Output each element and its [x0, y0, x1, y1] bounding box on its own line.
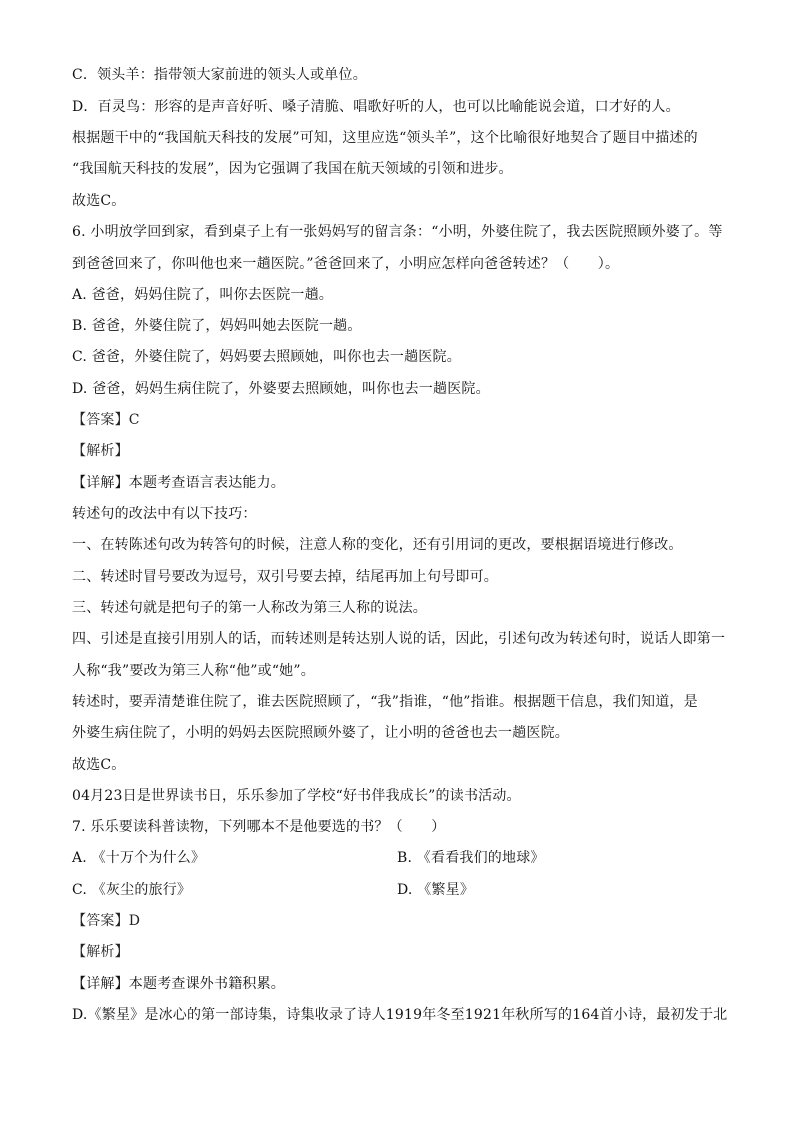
question-6-option-b: B. 爸爸，外婆住院了，妈妈叫她去医院一趟。 — [72, 318, 362, 334]
analysis-label: 【解析】 — [72, 944, 129, 960]
question-6-stem: 到爸爸回来了，你叫他也来一趟医院。”爸爸回来了，小明应怎样向爸爸转述？（ ）。 — [72, 256, 620, 272]
question-7-option-b: B. 《看看我们的地球》 — [397, 850, 545, 866]
explanation-text: 外婆生病住院了，小明的妈妈去医院照顾外婆了，让小明的爸爸也去一趟医院。 — [72, 725, 569, 741]
explanation-text: 转述句的改法中有以下技巧： — [72, 506, 257, 522]
option-c-explanation: C．领头羊：指带领大家前进的领头人或单位。 — [72, 67, 367, 83]
question-7-option-c: C. 《灰尘的旅行》 — [72, 882, 192, 898]
section-intro: 04月23日是世界读书日，乐乐参加了学校“好书伴我成长”的读书活动。 — [72, 788, 521, 804]
answer-choice: 故选C。 — [72, 757, 126, 773]
question-6-option-a: A. 爸爸，妈妈住院了，叫你去医院一趟。 — [72, 287, 334, 303]
explanation-text: D.《繁星》是冰心的第一部诗集，诗集收录了诗人1919年冬至1921年秋所写的164首小诗，最初发于北 — [72, 1007, 728, 1023]
analysis-text: “我国航天科技的发展”，因为它强调了我国在航天领域的引领和进步。 — [72, 161, 513, 177]
explanation-point-1: 一、在转陈述句改为转答句的时候，注意人称的变化，还有引用词的更改，要根据语境进行修改。 — [72, 537, 683, 553]
answer-choice: 故选C。 — [72, 193, 126, 209]
question-7-options-row-1 — [72, 849, 732, 867]
answer-label: 【答案】D — [72, 913, 141, 929]
explanation-point-3: 三、转述句就是把句子的第一人称改为第三人称的说法。 — [72, 600, 427, 616]
question-7-option-d: D. 《繁星》 — [397, 882, 475, 898]
detail-label: 【详解】本题考查课外书籍积累。 — [72, 976, 285, 992]
analysis-text: 根据题干中的“我国航天科技的发展”可知，这里应选“领头羊”，这个比喻很好地契合了题目中描述的 — [72, 130, 698, 146]
analysis-label: 【解析】 — [72, 443, 129, 459]
question-6-option-d: D. 爸爸，妈妈生病住院了，外婆要去照顾她，叫你也去一趟医院。 — [72, 381, 490, 397]
detail-label: 【详解】本题考查语言表达能力。 — [72, 475, 285, 491]
question-7-options-row-2 — [72, 881, 732, 899]
explanation-point-4: 四、引述是直接引用别人的话，而转述则是转达别人说的话，因此，引述句改为转述句时，说话人即第一 — [72, 631, 726, 647]
answer-label: 【答案】C — [72, 412, 140, 428]
question-7-option-a: A. 《十万个为什么》 — [72, 850, 206, 866]
explanation-point-4: 人称“我”要改为第三人称“他”或“她”。 — [72, 663, 315, 679]
question-7-stem: 7. 乐乐要读科普读物，下列哪本不是他要选的书？（ ） — [72, 819, 446, 835]
explanation-text: 转述时，要弄清楚谁住院了，谁去医院照顾了，“我”指谁，“他”指谁。根据题干信息，我们知道，是 — [72, 694, 698, 710]
question-6-option-c: C. 爸爸，外婆住院了，妈妈要去照顾她，叫你也去一趟医院。 — [72, 349, 461, 365]
question-6-stem: 6. 小明放学回到家，看到桌子上有一张妈妈写的留言条：“小明，外婆住院了，我去医院照顾外婆了。等 — [72, 224, 723, 240]
option-d-explanation: D．百灵鸟：形容的是声音好听、嗓子清脆、唱歌好听的人，也可以比喻能说会道，口才好的人。 — [72, 99, 680, 115]
explanation-point-2: 二、转述时冒号要改为逗号，双引号要去掉，结尾再加上句号即可。 — [72, 569, 498, 585]
